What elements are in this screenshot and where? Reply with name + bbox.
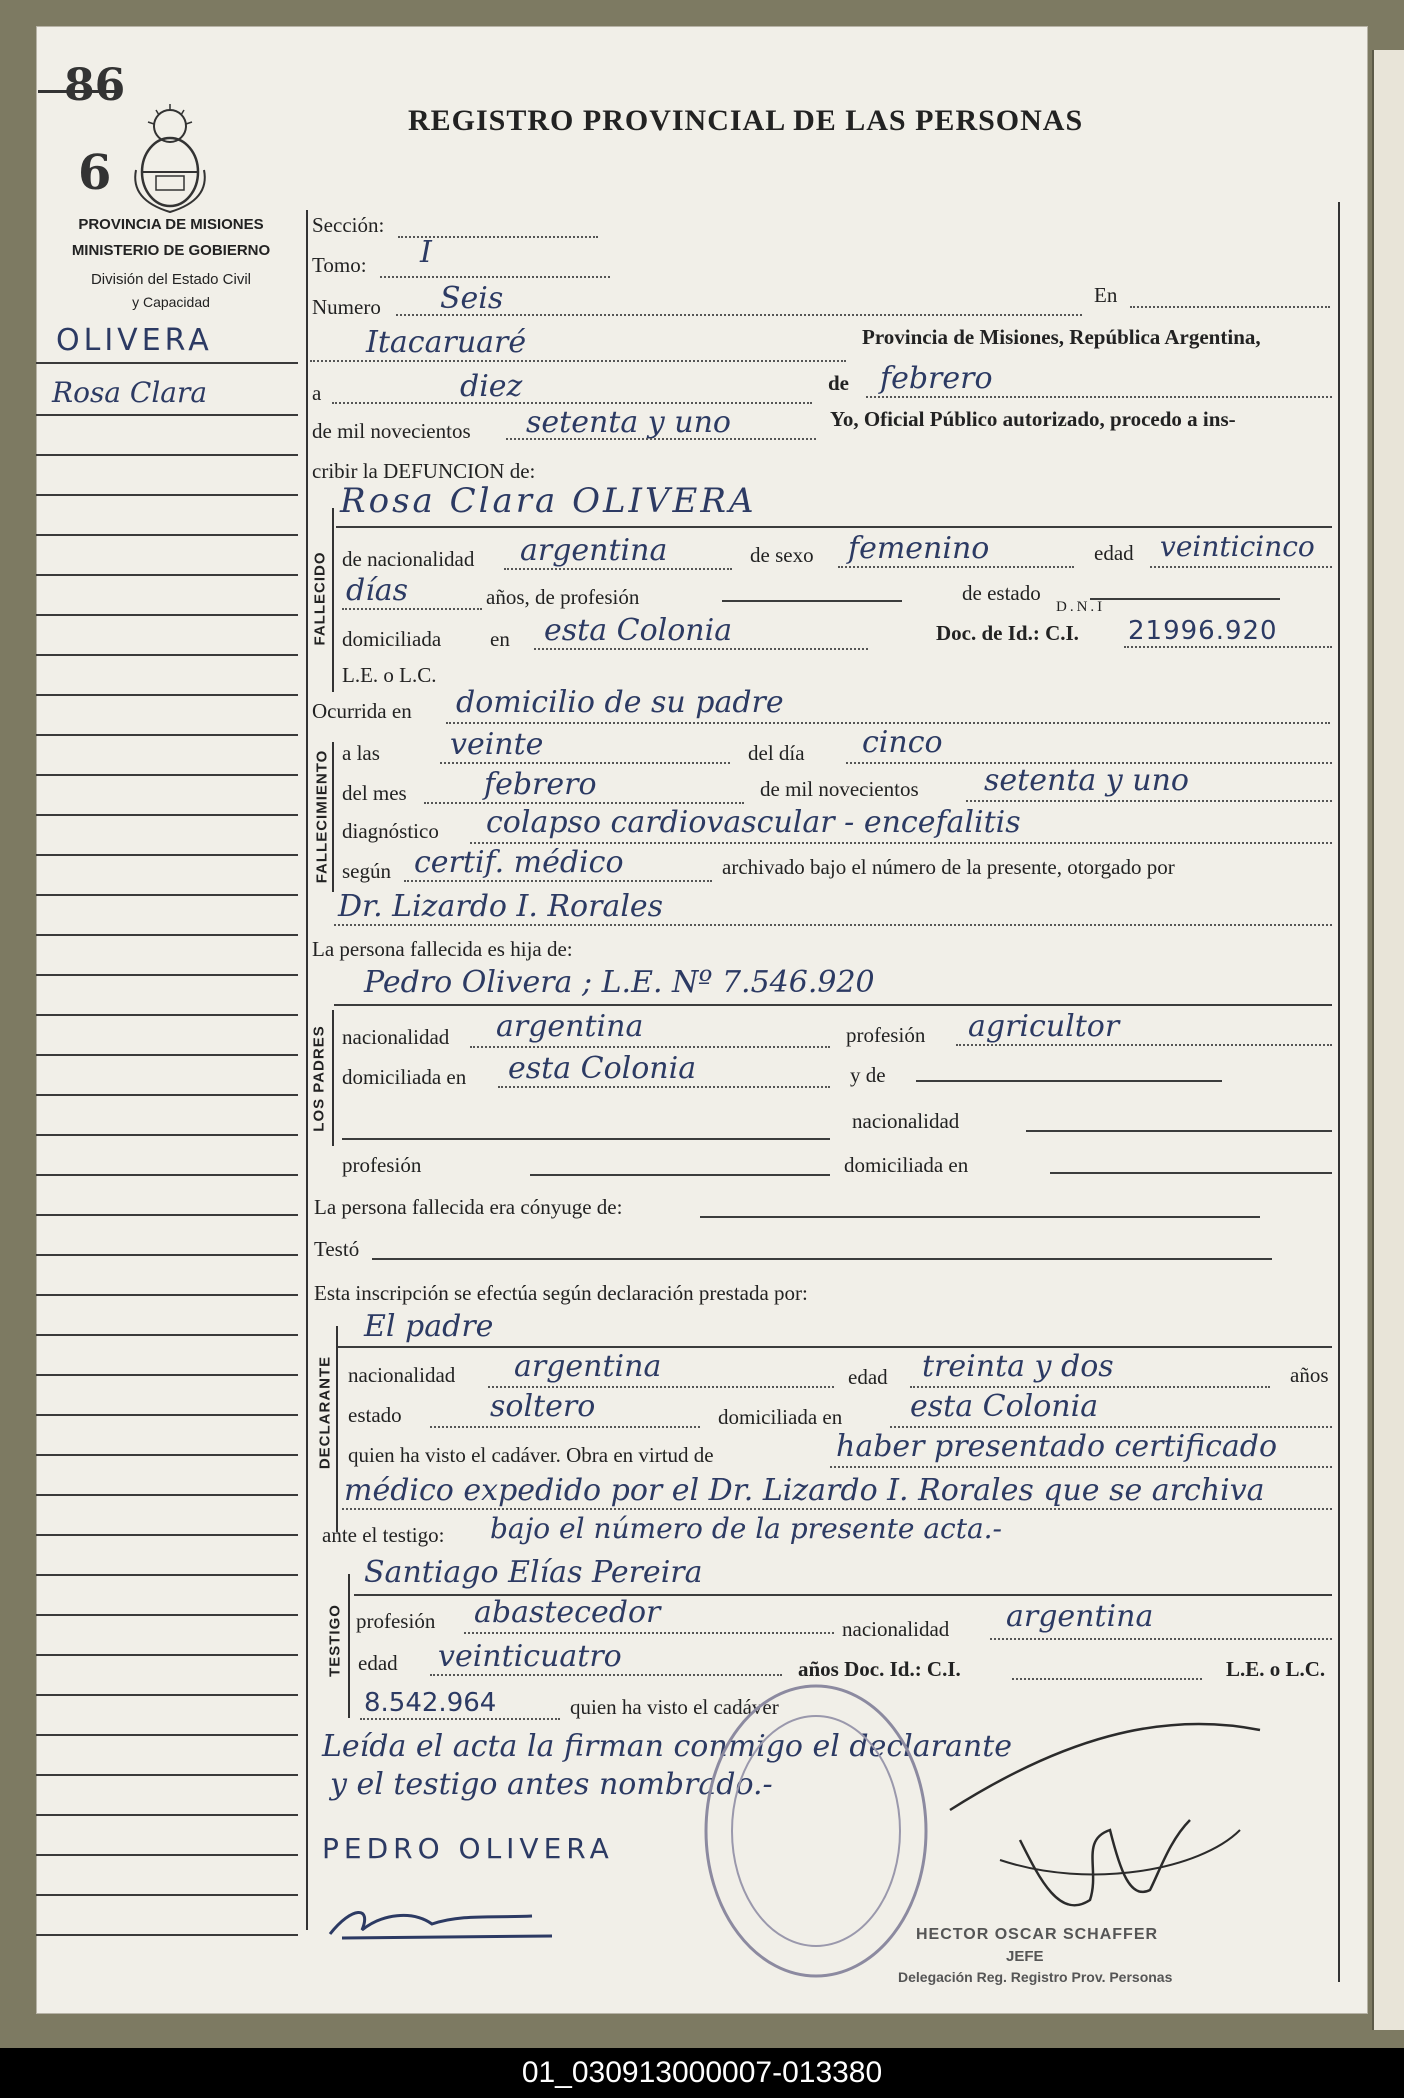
anio-line [966, 800, 1332, 802]
madre-nacionalidad-left-line [342, 1138, 830, 1140]
testigo-edad-value: veinticuatro [438, 1639, 622, 1674]
madre-profesion-label: profesión [342, 1153, 422, 1177]
madre-nacionalidad-line [1026, 1130, 1332, 1132]
inscribir-text: cribir la DEFUNCION de: [312, 459, 536, 483]
edad-value: veinticinco [1160, 530, 1315, 563]
declarante-edad-line [910, 1386, 1270, 1388]
declarant-signature: PEDRO OLIVERA [322, 1832, 614, 1865]
org-division: División del Estado Civil [90, 271, 252, 288]
obra-value-1: haber presentado certificado [836, 1429, 1278, 1464]
anio-value: setenta y uno [984, 763, 1189, 798]
estado-line [1090, 598, 1280, 600]
doc-value: 21996.920 [1128, 616, 1278, 646]
testigo-nacionalidad-line [990, 1638, 1332, 1640]
declarante-nacionalidad-value: argentina [514, 1349, 662, 1384]
yde-label: y de [850, 1063, 886, 1087]
declarante-domicilio-line [890, 1426, 1332, 1428]
declarante-estado-label: estado [348, 1403, 402, 1427]
day-value: diez [460, 369, 523, 404]
month-value: febrero [880, 361, 993, 396]
folio-strike [38, 90, 118, 93]
tomo-label: Tomo: [312, 253, 367, 277]
declarante-domicilio-label: domiciliada en [718, 1405, 843, 1429]
dni-note: D.N.I [1056, 599, 1106, 615]
de-label: de [828, 371, 849, 395]
a-label: a [312, 381, 322, 405]
seccion-label: Sección: [312, 213, 385, 237]
testigo-doc-value-line [360, 1718, 560, 1720]
padres-bracket [332, 1010, 334, 1146]
fallecimiento-label: FALLECIMIENTO [313, 749, 331, 884]
coat-of-arms-icon [126, 100, 214, 216]
segun-label: según [342, 859, 391, 883]
image-caption: 01_030913000007-013380 [521, 2056, 883, 2089]
testigo-name: Santiago Elías Pereira [364, 1555, 703, 1590]
folio-number: 86 [64, 60, 126, 111]
testigo-profesion-value: abastecedor [474, 1595, 661, 1630]
segun-value: certif. médico [414, 845, 624, 880]
conyuge-text: La persona fallecida era cónyuge de: [314, 1195, 623, 1219]
testigo-doc-label: años Doc. Id.: C.I. [798, 1657, 961, 1681]
obra-value-3: bajo el número de la presente acta.- [490, 1512, 1003, 1545]
testigo-bracket [348, 1574, 350, 1718]
page-number: 6 [78, 145, 112, 201]
testigo-doc-line [1012, 1678, 1202, 1680]
padre-nacionalidad-label: nacionalidad [342, 1025, 450, 1049]
org-province: PROVINCIA DE MISIONES [78, 216, 264, 233]
edad-line [1150, 566, 1332, 568]
year-value: setenta y uno [526, 405, 731, 440]
official-title: JEFE [1006, 1948, 1044, 1965]
sexo-value: femenino [848, 531, 990, 566]
padre-domicilio-line [498, 1086, 830, 1088]
official-signature-icon [940, 1700, 1270, 1930]
obra-line-2 [342, 1508, 1332, 1510]
padre-profesion-value: agricultor [968, 1009, 1120, 1044]
ocurrida-label: Ocurrida en [312, 699, 412, 723]
conyuge-line [700, 1216, 1260, 1218]
margin-surname: OLIVERA [56, 323, 213, 358]
declarante-bracket [336, 1326, 338, 1532]
registry-title: REGISTRO PROVINCIAL DE LAS PERSONAS [408, 104, 1084, 137]
declarante-label: DECLARANTE [316, 1355, 334, 1470]
sexo-line [838, 566, 1074, 568]
provincia-text: Provincia de Misiones, República Argentina, [862, 325, 1261, 349]
nacionalidad-line [504, 568, 732, 570]
padre-profesion-line [956, 1044, 1332, 1046]
place-line [310, 360, 846, 362]
le-label: L.E. o L.C. [342, 663, 437, 687]
mes-label: del mes [342, 781, 407, 805]
declarante-estado-line [430, 1426, 700, 1428]
mes-value: febrero [484, 767, 597, 802]
en-label: En [1094, 283, 1118, 307]
testigo-nacionalidad-label: nacionalidad [842, 1617, 950, 1641]
oficial-text: Yo, Oficial Público autorizado, procedo a ins- [830, 407, 1236, 431]
madre-line [916, 1080, 1222, 1082]
day-line [332, 402, 812, 404]
domicilio-line [534, 648, 868, 650]
declarante-edad-value: treinta y dos [922, 1349, 1114, 1384]
fallecimiento-bracket [332, 742, 334, 892]
diagnostico-line [470, 842, 1332, 844]
official-office: Delegación Reg. Registro Prov. Personas [898, 1969, 1173, 1985]
testigo-doc-value: 8.542.964 [364, 1688, 497, 1718]
numero-line [396, 314, 1082, 316]
declarante-edad-label: edad [848, 1365, 888, 1389]
next-page-edge [1372, 50, 1404, 2030]
en-line [1130, 306, 1330, 308]
domicilio-value: esta Colonia [544, 613, 733, 648]
declarante-visto-text: quien ha visto el cadáver. Obra en virtud de [348, 1443, 714, 1467]
testigo-le-label: L.E. o L.C. [1226, 1657, 1326, 1681]
closing-line-2: y el testigo antes nombrado.- [330, 1767, 773, 1802]
testigo-edad-label: edad [358, 1651, 398, 1675]
margin-given-names: Rosa Clara [52, 376, 208, 409]
obra-value-2: médico expedido por el Dr. Lizardo I. Rorales que se archiva [344, 1473, 1265, 1508]
nacionalidad-value: argentina [520, 533, 668, 568]
official-name: HECTOR OSCAR SCHAFFER [916, 1926, 1159, 1943]
dia-value: cinco [862, 725, 943, 760]
testigo-profesion-line [464, 1632, 834, 1634]
profesion-line [722, 600, 902, 602]
declarante-name: El padre [364, 1309, 494, 1344]
hija-text: La persona fallecida es hija de: [312, 937, 573, 961]
dia-label: del día [748, 741, 805, 765]
year-line [506, 438, 816, 440]
month-line [866, 396, 1332, 398]
diagnostico-label: diagnóstico [342, 819, 439, 843]
tomo-line [380, 276, 610, 278]
madre-domicilio-label: domiciliada en [844, 1153, 969, 1177]
madre-nacionalidad-label: nacionalidad [852, 1109, 960, 1133]
declarante-anos-label: años [1290, 1363, 1329, 1387]
hora-label: a las [342, 741, 380, 765]
testigo-profesion-label: profesión [356, 1609, 436, 1633]
dias-line [342, 608, 482, 610]
padre-profesion-label: profesión [846, 1023, 926, 1047]
padre-value: Pedro Olivera ; L.E. Nº 7.546.920 [364, 965, 875, 1000]
official-stamp-icon [696, 1676, 936, 1986]
padres-label: LOS PADRES [310, 1025, 328, 1132]
padre-nacionalidad-line [470, 1046, 830, 1048]
anos-label: años, de profesión [486, 585, 640, 609]
year-prefix: de mil novecientos [312, 419, 471, 443]
segun-line [404, 880, 712, 882]
org-ministry: MINISTERIO DE GOBIERNO [71, 242, 271, 259]
madre-profesion-line [530, 1174, 830, 1176]
declarante-nacionalidad-line [488, 1386, 834, 1388]
org-capacity: y Capacidad [132, 294, 210, 310]
declarante-nacionalidad-label: nacionalidad [348, 1363, 456, 1387]
testigo-visto-text: quien ha visto el cadáver [570, 1695, 779, 1719]
padre-domicilio-value: esta Colonia [508, 1051, 697, 1086]
hora-line [440, 762, 730, 764]
medico-value: Dr. Lizardo I. Rorales [338, 889, 664, 924]
nacionalidad-label: de nacionalidad [342, 547, 475, 571]
estado-label: de estado [962, 581, 1041, 605]
archivado-text: archivado bajo el número de la presente, otorgado por [722, 855, 1175, 879]
inscripcion-text: Esta inscripción se efectúa según declaración prestada por: [314, 1281, 808, 1305]
anio-label: de mil novecientos [760, 777, 919, 801]
ocurrida-line [446, 722, 1330, 724]
diagnostico-value: colapso cardiovascular - encefalitis [486, 805, 1021, 840]
testigo-label: TESTIGO [326, 1604, 344, 1677]
hora-value: veinte [450, 727, 544, 762]
fallecido-label: FALLECIDO [311, 551, 329, 646]
numero-label: Numero [312, 295, 381, 319]
testo-label: Testó [314, 1237, 360, 1261]
fallecido-bracket [332, 508, 334, 692]
padre-nacionalidad-value: argentina [496, 1009, 644, 1044]
declarante-name-line [338, 1346, 1332, 1348]
padre-domicilio-label: domiciliada en [342, 1065, 467, 1089]
doc-line [1124, 646, 1332, 648]
deceased-name-line [336, 526, 1332, 528]
testo-line [372, 1258, 1272, 1260]
domicilio-label: domiciliada [342, 627, 442, 651]
mes-line [424, 802, 744, 804]
place-value: Itacaruaré [366, 325, 527, 360]
medico-line [334, 924, 1332, 926]
form-left-border [306, 210, 308, 1930]
sexo-label: de sexo [750, 543, 814, 567]
numero-value: Seis [440, 281, 504, 316]
form-right-border [1338, 202, 1340, 1982]
testigo-nacionalidad-value: argentina [1006, 1599, 1154, 1634]
ocurrida-value: domicilio de su padre [456, 685, 784, 720]
tomo-value: I [420, 235, 432, 270]
deceased-name: Rosa Clara OLIVERA [340, 481, 757, 521]
doc-label: Doc. de Id.: C.I. [936, 621, 1079, 645]
dias-value: días [346, 573, 409, 608]
witness-signature-icon [322, 1896, 562, 1946]
testigo-label-text: ante el testigo: [322, 1523, 445, 1547]
declarante-domicilio-value: esta Colonia [910, 1389, 1099, 1424]
declarante-estado-value: soltero [490, 1389, 596, 1424]
closing-line-1: Leída el acta la firman conmigo el declarante [322, 1729, 1013, 1764]
obra-line-1 [830, 1466, 1332, 1468]
madre-domicilio-line [1050, 1172, 1332, 1174]
padre-line [334, 1004, 1332, 1006]
edad-label: edad [1094, 541, 1134, 565]
domicilio-en-label: en [490, 627, 510, 651]
